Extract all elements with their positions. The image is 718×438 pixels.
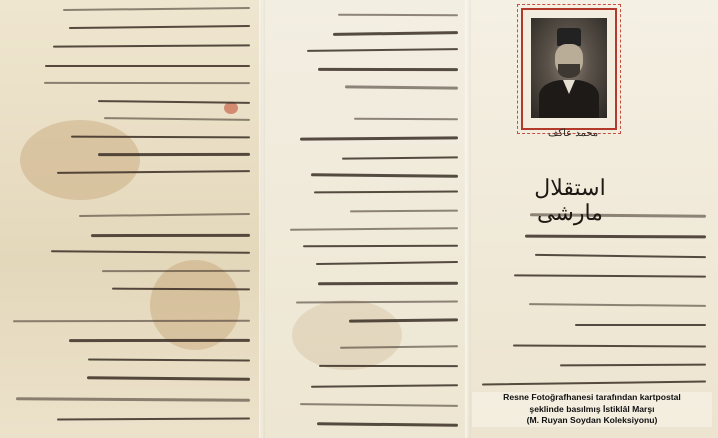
handwriting-stroke [575,324,706,326]
portrait-frame [521,8,617,130]
handwriting-stroke [91,234,250,237]
handwriting-stroke [13,320,250,322]
handwriting-stroke [318,281,458,284]
caption-line-2: şeklinde basılmış İstiklâl Marşı [529,403,655,414]
photo-caption [472,392,712,427]
manuscript-middle-column [262,0,468,438]
handwriting-stroke [319,365,458,367]
handwriting-stroke [525,234,706,238]
mehmet-akif-portrait [531,18,607,118]
caption-line-1: Resne Fotoğrafhanesi tarafından kartpostal [503,392,681,402]
caption-line-3: (M. Ruyan Soydan Koleksiyonu) [526,415,658,425]
handwriting-stroke [350,209,458,212]
handwriting-stroke [112,287,250,290]
handwriting-stroke [45,65,250,67]
portrait-name: محمد عاكف [548,128,599,139]
poem-title: استقلال مارشی [534,176,606,226]
